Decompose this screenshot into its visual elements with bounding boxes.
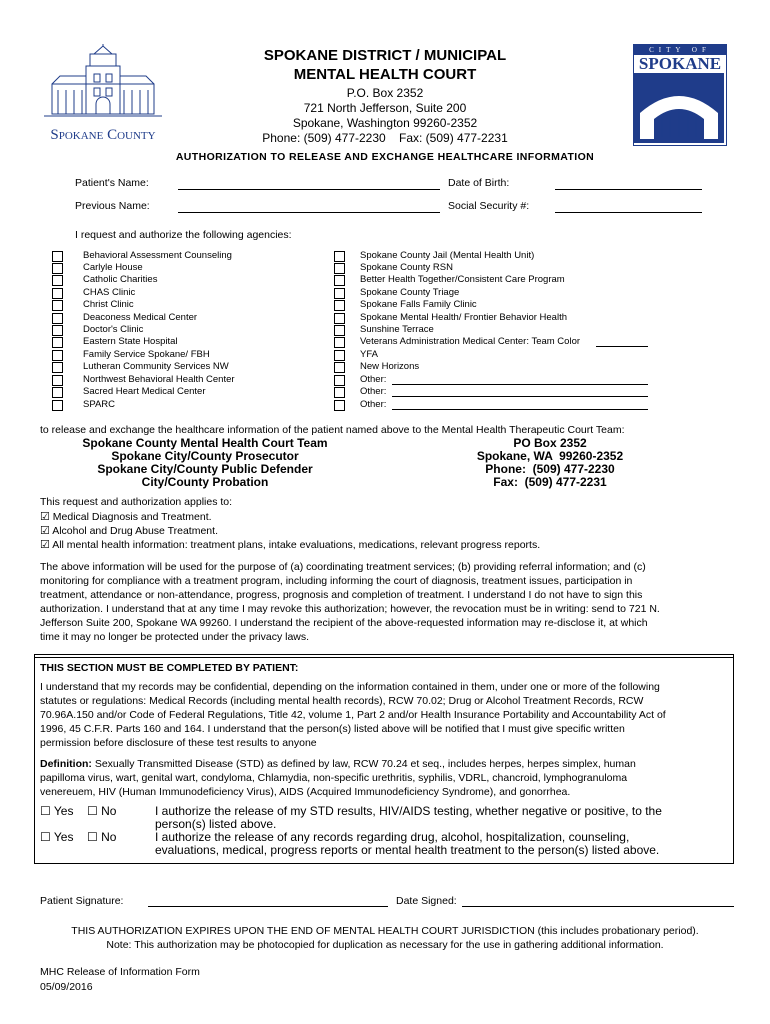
- agency-checkbox[interactable]: [52, 400, 63, 411]
- agency-label: YFA: [360, 349, 378, 360]
- bridge-icon: [634, 73, 724, 143]
- agency-label: Sunshine Terrace: [360, 324, 434, 335]
- agency-checkbox[interactable]: [334, 275, 345, 286]
- applies-to-label: This request and authorization applies to:: [40, 496, 233, 508]
- agency-label: Spokane Falls Family Clinic: [360, 299, 477, 310]
- patient-name-field[interactable]: [178, 189, 440, 190]
- records-auth-line2: evaluations, medical, progress reports or mental health treatment to the person(s) listed above.: [155, 843, 660, 857]
- agency-label: Carlyle House: [83, 262, 143, 273]
- definition-line: [40, 758, 636, 770]
- team-name: Spokane County Mental Health Court Team: [82, 436, 328, 450]
- previous-name-field[interactable]: [178, 212, 440, 213]
- purpose-line: treatment, attendance or non-attendance, progress, prognosis and completion of treatment. I understand I do not have to sign this: [40, 589, 643, 601]
- applies-item-label: Medical Diagnosis and Treatment.: [52, 511, 212, 523]
- agency-label: Spokane County RSN: [360, 262, 453, 273]
- purpose-line: time it may no longer be protected under the privacy laws.: [40, 631, 310, 643]
- purpose-line: The above information will be used for the purpose of (a) coordinating treatment services; (b) providing referral information; and (c): [40, 561, 646, 573]
- release-text: to release and exchange the healthcare information of the patient named above to the Mental Health Therapeutic Court Team:: [40, 424, 625, 436]
- patient-signature-label: Patient Signature:: [40, 895, 124, 907]
- patient-signature-field[interactable]: [148, 906, 388, 907]
- definition-text: Sexually Transmitted Disease (STD) as defined by law, RCW 70.24 et seq., includes herpes, herpes simplex, human: [91, 758, 636, 770]
- other-agency-field[interactable]: [392, 409, 648, 410]
- checked-box-icon: ☑: [40, 511, 50, 523]
- court-title-line1: SPOKANE DISTRICT / MUNICIPAL: [263, 47, 507, 64]
- agency-label: New Horizons: [360, 361, 420, 372]
- no-label: No: [101, 830, 117, 844]
- photocopy-note: Note: This authorization may be photocopied for duplication as necessary for the use in gathering additional information.: [106, 939, 664, 951]
- records-no-option[interactable]: [87, 830, 116, 844]
- agency-label: Spokane County Triage: [360, 287, 460, 298]
- unchecked-box-icon: ☐: [87, 830, 98, 844]
- agency-checkbox[interactable]: [334, 362, 345, 373]
- agency-checkbox[interactable]: [52, 375, 63, 386]
- dob-field[interactable]: [555, 189, 702, 190]
- court-title-line2: MENTAL HEALTH COURT: [293, 66, 477, 83]
- agency-checkbox[interactable]: [334, 300, 345, 311]
- court-phone-fax: Phone: (509) 477-2230 Fax: (509) 477-2231: [262, 131, 508, 145]
- std-auth-line1: I authorize the release of my STD results, HIV/AIDS testing, whether negative or positive, to the: [155, 804, 662, 818]
- agency-checkbox[interactable]: [52, 387, 63, 398]
- previous-name-label: Previous Name:: [75, 200, 150, 212]
- purpose-line: authorization. I understand that at any time I may revoke this authorization; however, the revocation must be in writing: send to 721 N.: [40, 603, 660, 615]
- agency-checkbox[interactable]: [334, 263, 345, 274]
- agency-label: Better Health Together/Consistent Care Program: [360, 274, 565, 285]
- agency-checkbox[interactable]: [334, 337, 345, 348]
- confidential-line: 1996, 45 C.F.R. Parts 160 and 164. I understand that the person(s) listed above will be notified that I must give specific written: [40, 723, 625, 735]
- form-title: AUTHORIZATION TO RELEASE AND EXCHANGE HEALTHCARE INFORMATION: [175, 151, 595, 163]
- agency-checkbox[interactable]: [52, 350, 63, 361]
- other-agency-field[interactable]: [392, 396, 648, 397]
- records-auth-line1: I authorize the release of any records regarding drug, alcohol, hospitalization, counseling,: [155, 830, 630, 844]
- std-yes-option[interactable]: [40, 804, 73, 818]
- unchecked-box-icon: ☐: [87, 804, 98, 818]
- team-fax: Fax: (509) 477-2231: [493, 475, 607, 489]
- confidential-line: 70.96A.150 and/or Code of Federal Regulations, Title 42, volume 1, Part 2 and/or Health Insurance Portability and Accountability Act of: [40, 709, 666, 721]
- agency-label: Other:: [360, 374, 387, 385]
- agency-checkbox[interactable]: [52, 313, 63, 324]
- std-auth-line2: person(s) listed above.: [155, 817, 277, 831]
- agency-label: Spokane County Jail (Mental Health Unit): [360, 250, 535, 261]
- agency-checkbox[interactable]: [334, 350, 345, 361]
- confidential-line: permission before disclosure of these test results to anyone: [40, 737, 317, 749]
- agency-label: Behavioral Assessment Counseling: [83, 250, 232, 261]
- agency-checkbox[interactable]: [52, 337, 63, 348]
- agency-checkbox[interactable]: [334, 375, 345, 386]
- agency-label: Deaconess Medical Center: [83, 312, 198, 323]
- applies-item: [40, 524, 218, 537]
- ssn-field[interactable]: [555, 212, 702, 213]
- agency-label: Catholic Charities: [83, 274, 158, 285]
- dob-label: Date of Birth:: [448, 177, 510, 189]
- city-of-label: CITY OF: [634, 45, 726, 55]
- agency-checkbox[interactable]: [334, 251, 345, 262]
- agency-checkbox[interactable]: [52, 288, 63, 299]
- applies-item: [40, 538, 540, 551]
- agency-checkbox[interactable]: [52, 325, 63, 336]
- form-date: 05/09/2016: [40, 981, 93, 993]
- team-member: Spokane City/County Prosecutor: [111, 449, 299, 463]
- team-member: Spokane City/County Public Defender: [97, 462, 313, 476]
- agency-checkbox[interactable]: [52, 300, 63, 311]
- agency-label: Spokane Mental Health/ Frontier Behavior Health: [360, 312, 568, 323]
- agency-label: Lutheran Community Services NW: [83, 361, 229, 372]
- confidential-line: statutes or regulations: Medical Records (including mental health records), RCW 70.02; Drug or Alcohol Treatment Records, RCW: [40, 695, 644, 707]
- team-po-box: PO Box 2352: [513, 436, 587, 450]
- confidential-line: I understand that my records may be confidential, depending on the information contained in them, under one or more of the following: [40, 681, 660, 693]
- agency-label: Eastern State Hospital: [83, 336, 178, 347]
- agency-checkbox[interactable]: [334, 325, 345, 336]
- court-address-city: Spokane, Washington 99260-2352: [292, 116, 478, 130]
- agency-label: Christ Clinic: [83, 299, 134, 310]
- agency-checkbox[interactable]: [334, 387, 345, 398]
- checked-box-icon: ☑: [40, 525, 50, 537]
- records-yes-option[interactable]: [40, 830, 73, 844]
- courthouse-icon: [38, 44, 168, 120]
- other-agency-field[interactable]: [392, 384, 648, 385]
- unchecked-box-icon: ☐: [40, 830, 51, 844]
- team-color-field[interactable]: [596, 346, 648, 347]
- no-label: No: [101, 804, 117, 818]
- purpose-line: monitoring for compliance with a treatment program, including informing the court of diagnosis, treatment issues, participation in: [40, 575, 633, 587]
- purpose-line: Jefferson Suite 200, Spokane WA 99260. I understand the recipient of the above-requested information may re-disclose it, at which: [40, 617, 648, 629]
- agency-label: Other:: [360, 399, 387, 410]
- court-address-street: 721 North Jefferson, Suite 200: [303, 101, 467, 115]
- county-logo-text: Spokane County: [50, 127, 156, 143]
- city-of-spokane-logo: [633, 44, 727, 146]
- ssn-label: Social Security #:: [448, 200, 530, 212]
- agency-checkbox[interactable]: [334, 400, 345, 411]
- agency-checkbox[interactable]: [52, 275, 63, 286]
- agency-label: Veterans Administration Medical Center: Team Color: [360, 336, 581, 347]
- team-phone: Phone: (509) 477-2230: [485, 462, 615, 476]
- team-member: City/County Probation: [141, 475, 269, 489]
- agency-checkbox[interactable]: [52, 251, 63, 262]
- applies-item-label: All mental health information: treatment plans, intake evaluations, medications, relevant progress reports.: [52, 539, 541, 551]
- form-name: MHC Release of Information Form: [40, 966, 200, 978]
- definition-line: papilloma virus, wart, genital wart, condyloma, Chlamydia, non-specific urethritis, syphilis, VDRL, chancroid, lymphogranuloma: [40, 772, 628, 784]
- agency-label: CHAS Clinic: [83, 287, 136, 298]
- definition-label: Definition:: [40, 758, 92, 770]
- applies-item: [40, 510, 212, 523]
- date-signed-label: Date Signed:: [396, 895, 457, 907]
- agency-checkbox[interactable]: [334, 313, 345, 324]
- patient-section-title: THIS SECTION MUST BE COMPLETED BY PATIENT:: [40, 662, 299, 674]
- agency-label: Other:: [360, 386, 387, 397]
- agency-checkbox[interactable]: [334, 288, 345, 299]
- city-logo-name: SPOKANE: [638, 54, 722, 73]
- court-address-po: P.O. Box 2352: [346, 86, 424, 100]
- spokane-county-logo: [38, 44, 168, 143]
- unchecked-box-icon: ☐: [40, 804, 51, 818]
- team-city: Spokane, WA 99260-2352: [476, 449, 624, 463]
- agency-checkbox[interactable]: [52, 263, 63, 274]
- request-text: I request and authorize the following agencies:: [75, 229, 292, 241]
- agency-label: Doctor's Clinic: [83, 324, 144, 335]
- patient-name-label: Patient's Name:: [75, 177, 149, 189]
- agency-label: Sacred Heart Medical Center: [83, 386, 206, 397]
- expiration-notice: THIS AUTHORIZATION EXPIRES UPON THE END OF MENTAL HEALTH COURT JURISDICTION (this includes probationary period).: [71, 925, 699, 937]
- date-signed-field[interactable]: [462, 906, 734, 907]
- checked-box-icon: ☑: [40, 539, 50, 551]
- std-no-option[interactable]: [87, 804, 116, 818]
- agency-label: Family Service Spokane/ FBH: [83, 349, 210, 360]
- yes-label: Yes: [53, 830, 74, 844]
- yes-label: Yes: [53, 804, 74, 818]
- agency-checkbox[interactable]: [52, 362, 63, 373]
- agency-label: SPARC: [83, 399, 116, 410]
- agency-label: Northwest Behavioral Health Center: [83, 374, 235, 385]
- definition-line: venereuem, HIV (Human Immunodeficiency Virus), AIDS (Acquired Immunodeficiency Syndrome), and gonorrhea.: [40, 786, 571, 798]
- applies-item-label: Alcohol and Drug Abuse Treatment.: [52, 525, 218, 537]
